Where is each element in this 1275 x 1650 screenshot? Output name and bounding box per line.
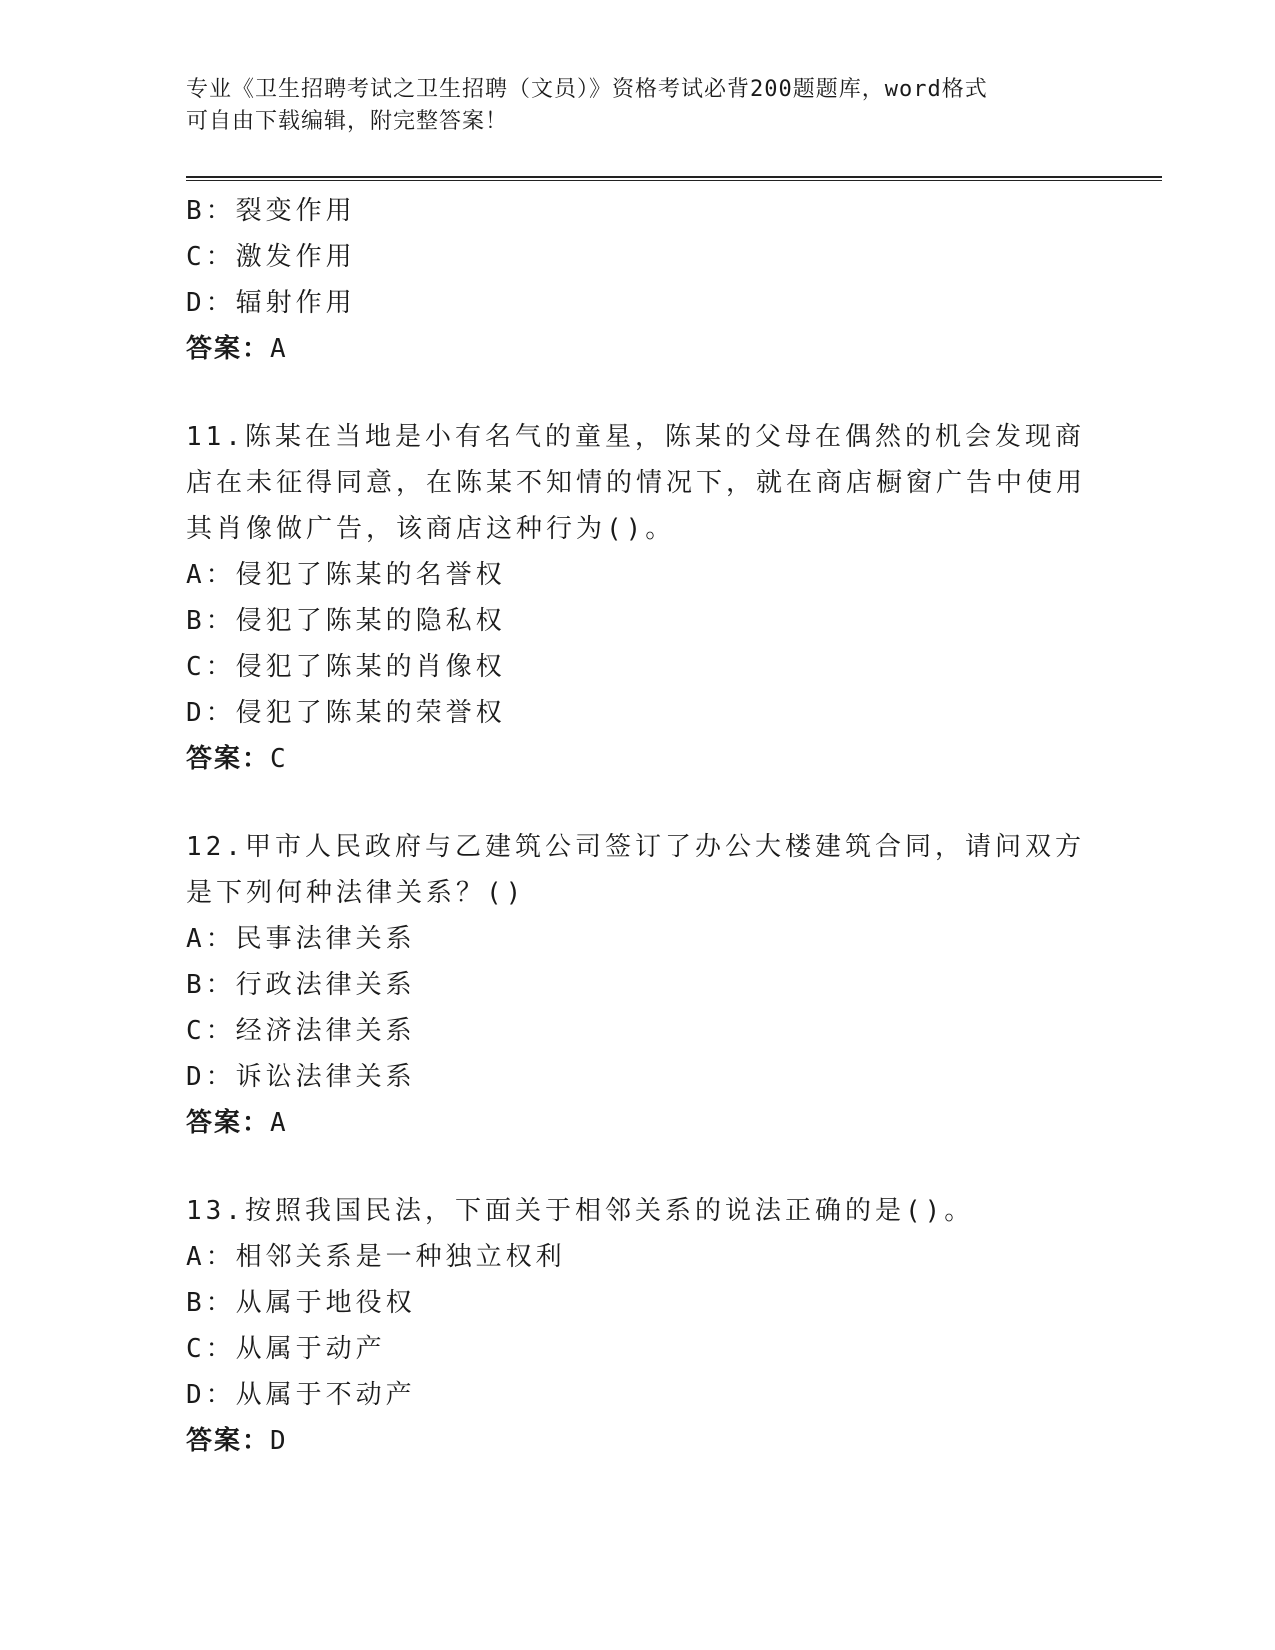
option-c: C：激发作用 [186, 242, 356, 272]
answer-value: C [270, 744, 287, 774]
option-a: A：民事法律关系 [186, 924, 416, 954]
option-a: A：侵犯了陈某的名誉权 [186, 560, 506, 590]
answer-line [186, 326, 1086, 372]
option-d: D：诉讼法律关系 [186, 1062, 416, 1092]
question-list [186, 188, 1086, 1464]
header-title-line-1: 专业《卫生招聘考试之卫生招聘（文员）》资格考试必背200题题库，word格式 [186, 77, 988, 102]
option-b: B：行政法律关系 [186, 970, 416, 1000]
option-b: B：裂变作用 [186, 196, 356, 226]
question-10 [186, 188, 1086, 372]
option-d: D：辐射作用 [186, 288, 356, 318]
document-header [186, 74, 1076, 138]
question-11 [186, 414, 1086, 782]
option-c: C：侵犯了陈某的肖像权 [186, 652, 506, 682]
option-d: D：从属于不动产 [186, 1380, 416, 1410]
answer-line [186, 736, 1086, 782]
answer-line [186, 1100, 1086, 1146]
answer-label: 答案： [186, 1426, 271, 1456]
question-stem: 13.按照我国民法，下面关于相邻关系的说法正确的是()。 [186, 1196, 975, 1226]
answer-value: D [270, 1426, 287, 1456]
question-12 [186, 824, 1086, 1146]
answer-label: 答案： [186, 744, 271, 774]
header-divider [186, 176, 1162, 181]
header-title-line-2: 可自由下载编辑，附完整答案！ [186, 109, 509, 134]
answer-value: A [270, 1108, 287, 1138]
option-b: B：从属于地役权 [186, 1288, 416, 1318]
question-stem: 12.甲市人民政府与乙建筑公司签订了办公大楼建筑合同，请问双方是下列何种法律关系？() [186, 832, 1085, 908]
option-c: C：经济法律关系 [186, 1016, 416, 1046]
answer-value: A [270, 334, 287, 364]
option-d: D：侵犯了陈某的荣誉权 [186, 698, 506, 728]
option-a: A：相邻关系是一种独立权利 [186, 1242, 566, 1272]
answer-label: 答案： [186, 334, 271, 364]
option-b: B：侵犯了陈某的隐私权 [186, 606, 506, 636]
question-13 [186, 1188, 1086, 1464]
question-stem: 11.陈某在当地是小有名气的童星，陈某的父母在偶然的机会发现商店在未征得同意，在陈某不知情的情况下，就在商店橱窗广告中使用其肖像做广告，该商店这种行为()。 [186, 422, 1087, 544]
option-c: C：从属于动产 [186, 1334, 386, 1364]
answer-label: 答案： [186, 1108, 271, 1138]
answer-line [186, 1418, 1086, 1464]
